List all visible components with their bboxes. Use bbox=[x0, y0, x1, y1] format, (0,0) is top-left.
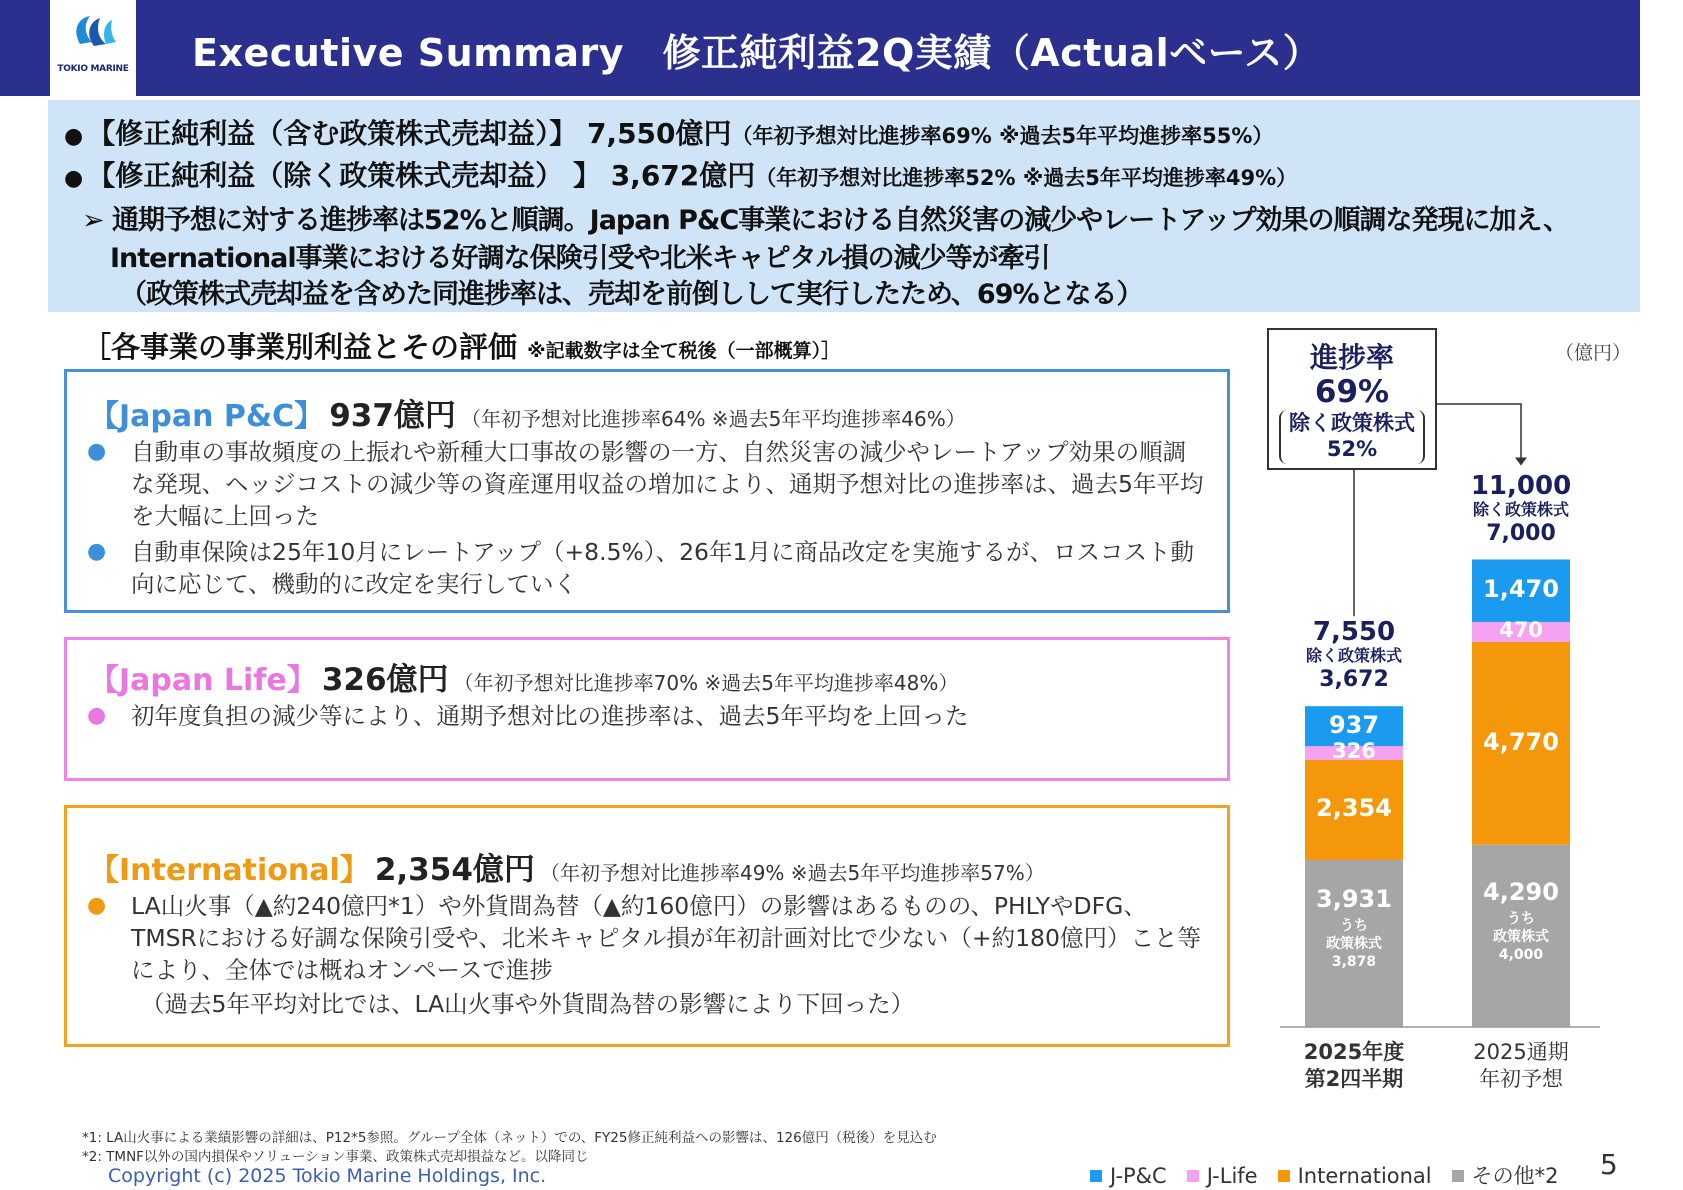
bar-value-label: 3,931 bbox=[1316, 885, 1392, 914]
progress-value: 69% bbox=[1314, 374, 1390, 410]
card-international-name: 【International】 bbox=[89, 853, 370, 888]
legend-label: J-P&C bbox=[1110, 1164, 1167, 1188]
page-title: Executive Summary 修正純利益2Q実績（Actualベース） bbox=[192, 31, 1322, 75]
bullet-dot-icon: ● bbox=[87, 703, 107, 728]
legend-label: その他*2 bbox=[1471, 1164, 1559, 1188]
section-title bbox=[82, 325, 840, 366]
footnote-1: *1: LA山火事による業績影響の詳細は、P12*5参照。グループ全体（ネット）での、FY25修正純利益への影響は、126億円（税後）を見込む bbox=[82, 1130, 937, 1146]
bar-value-label: 1,470 bbox=[1483, 575, 1559, 604]
bar-total-excl-label: 除く政策株式 bbox=[1305, 646, 1402, 666]
logo-text: TOKIO MARINE bbox=[57, 64, 129, 74]
progress-sub bbox=[1279, 410, 1425, 464]
card-japan-pc-bullet-2 bbox=[87, 536, 1207, 602]
summary-line-5: （政策株式売却益を含めた同進捗率は、売却を前倒しして実行したため、69%となる） bbox=[120, 279, 1143, 310]
x-category-label: 2025年度 第2四半期 bbox=[1303, 1040, 1405, 1091]
bar-total-label bbox=[1285, 617, 1423, 693]
bar-value-label: 4,290 bbox=[1483, 877, 1559, 906]
card-international-header bbox=[89, 844, 1045, 889]
legend-label: J-Life bbox=[1206, 1164, 1258, 1188]
legend-swatch-icon bbox=[1187, 1170, 1199, 1182]
card-international-rate: （年初予想対比進捗率49% ※過去5年平均進捗率57%） bbox=[539, 861, 1045, 885]
card-japan-pc-amount: 937億円 bbox=[329, 398, 456, 434]
progress-box bbox=[1267, 328, 1437, 470]
bullet-dot-icon: ● bbox=[87, 539, 107, 564]
legend-label: International bbox=[1297, 1164, 1432, 1188]
card-japan-pc-bullet-1-text: 自動車の事故頻度の上振れや新種大口事故の影響の一方、自然災害の減少やレートアップ効果の順調な発現、ヘッジコストの減少等の資産運用収益の増加により、通期予想対比の進捗率は、過去5年平均を大幅に上回った bbox=[131, 438, 1204, 530]
progress-label: 進捗率 bbox=[1309, 341, 1394, 374]
summary-line-3: ➢ 通期予想に対する進捗率は52%と順調。Japan P&C事業における自然災害の減少やレートアップ効果の順調な発現に加え、 bbox=[82, 205, 1570, 236]
card-international-bullet-1 bbox=[87, 890, 1207, 990]
footnote-2: *2: TMNF以外の国内損保やソリューション事業、政策株式売却損益など。以降同じ bbox=[82, 1149, 589, 1165]
card-international-amount: 2,354億円 bbox=[374, 852, 535, 888]
card-japan-life-bullet-1 bbox=[87, 700, 1207, 736]
summary-line-1-note: （年初予想対比進捗率69% ※過去5年平均進捗率55%） bbox=[731, 124, 1274, 148]
card-japan-pc bbox=[64, 369, 1230, 613]
summary-line-1-main: 【修正純利益（含む政策株式売却益）】 7,550億円 bbox=[87, 117, 732, 150]
bar-value-label: 2,354 bbox=[1316, 794, 1392, 823]
card-international-bullet-2-text: （過去5年平均対比では、LA山火事や外貨間為替の影響により下回った） bbox=[141, 990, 915, 1018]
legend-swatch-icon bbox=[1278, 1170, 1290, 1182]
summary-line-2-note: （年初予想対比進捗率52% ※過去5年平均進捗率49%） bbox=[755, 166, 1298, 190]
summary-line-2-main: 【修正純利益（除く政策株式売却益） 】 3,672億円 bbox=[87, 159, 756, 192]
bar-value-label: 470 bbox=[1499, 618, 1543, 643]
summary-line-2 bbox=[64, 154, 1297, 194]
bar-total-label bbox=[1452, 470, 1590, 546]
card-international-bullet-1-text: LA山火事（▲約240億円*1）や外貨間為替（▲約160億円）の影響はあるものの、PHLYやDFG、TMSRにおける好調な保険引受や、北米キャピタル損が年初計画対比で少ない（+約180億円）こと等により、全体では概ねオンペースで進捗 bbox=[131, 892, 1201, 984]
card-japan-pc-bullet-2-text: 自動車保険は25年10月にレートアップ（+8.5%）、26年1月に商品改定を実施するが、ロスコスト動向に応じて、機動的に改定を実行していく bbox=[131, 538, 1194, 598]
bar-total-excl-label: 除く政策株式 bbox=[1472, 499, 1569, 519]
bar-total-excl-value: 3,672 bbox=[1319, 667, 1389, 693]
section-title-note: ※記載数字は全て税後（一部概算）］ bbox=[527, 340, 841, 362]
summary-line-1 bbox=[64, 112, 1273, 152]
card-japan-pc-header bbox=[89, 390, 966, 435]
chart-unit: （億円） bbox=[1555, 342, 1632, 364]
bar-sub-note: うち 政策株式 3,878 bbox=[1326, 918, 1382, 971]
bullet-dot-icon: ● bbox=[87, 439, 107, 464]
bar-total-excl-value: 7,000 bbox=[1486, 520, 1556, 546]
card-japan-life-name: 【Japan Life】 bbox=[89, 663, 317, 698]
card-japan-life-rate: （年初予想対比進捗率70% ※過去5年平均進捗率48%） bbox=[453, 671, 959, 695]
bar-total-value: 11,000 bbox=[1470, 470, 1572, 501]
card-international bbox=[64, 805, 1230, 1047]
x-category-label: 2025通期 年初予想 bbox=[1473, 1040, 1569, 1091]
bullet-dot-icon: ● bbox=[64, 166, 84, 191]
progress-sub-value: 52% bbox=[1326, 437, 1378, 461]
card-japan-pc-name: 【Japan P&C】 bbox=[89, 399, 325, 434]
bullet-dot-icon: ● bbox=[64, 124, 84, 149]
bar-value-label: 326 bbox=[1332, 739, 1376, 764]
card-japan-pc-rate: （年初予想対比進捗率64% ※過去5年平均進捗率46%） bbox=[461, 407, 966, 431]
logo bbox=[50, 0, 136, 96]
card-international-bullet-2 bbox=[87, 988, 1207, 1022]
bar-total-value: 7,550 bbox=[1312, 617, 1396, 648]
legend-swatch-icon bbox=[1452, 1170, 1464, 1182]
summary-line-4: International事業における好調な保険引受や北米キャピタル損の減少等が牽引 bbox=[110, 243, 1050, 274]
bar-value-label: 4,770 bbox=[1483, 727, 1559, 756]
summary-band bbox=[48, 100, 1640, 312]
copyright: Copyright (c) 2025 Tokio Marine Holdings, Inc. bbox=[108, 1165, 547, 1187]
legend-swatch-icon bbox=[1090, 1170, 1102, 1182]
tokio-marine-logo-icon bbox=[50, 0, 136, 64]
card-japan-pc-bullet-1 bbox=[87, 436, 1207, 536]
card-japan-life-header bbox=[89, 654, 958, 699]
progress-sub-label: 除く政策株式 bbox=[1289, 411, 1415, 435]
bullet-dot-icon: ● bbox=[87, 893, 107, 918]
card-japan-life bbox=[64, 637, 1230, 781]
page-number: 5 bbox=[1600, 1148, 1618, 1181]
card-japan-life-amount: 326億円 bbox=[321, 662, 449, 698]
bar-sub-note: うち 政策株式 4,000 bbox=[1493, 910, 1549, 963]
bar-value-label: 937 bbox=[1328, 710, 1380, 739]
section-title-text: ［各事業の事業別利益とその評価 bbox=[82, 330, 518, 364]
chart-legend bbox=[1070, 1160, 1559, 1190]
card-japan-life-bullet-1-text: 初年度負担の減少等により、通期予想対比の進捗率は、過去5年平均を上回った bbox=[131, 702, 969, 730]
